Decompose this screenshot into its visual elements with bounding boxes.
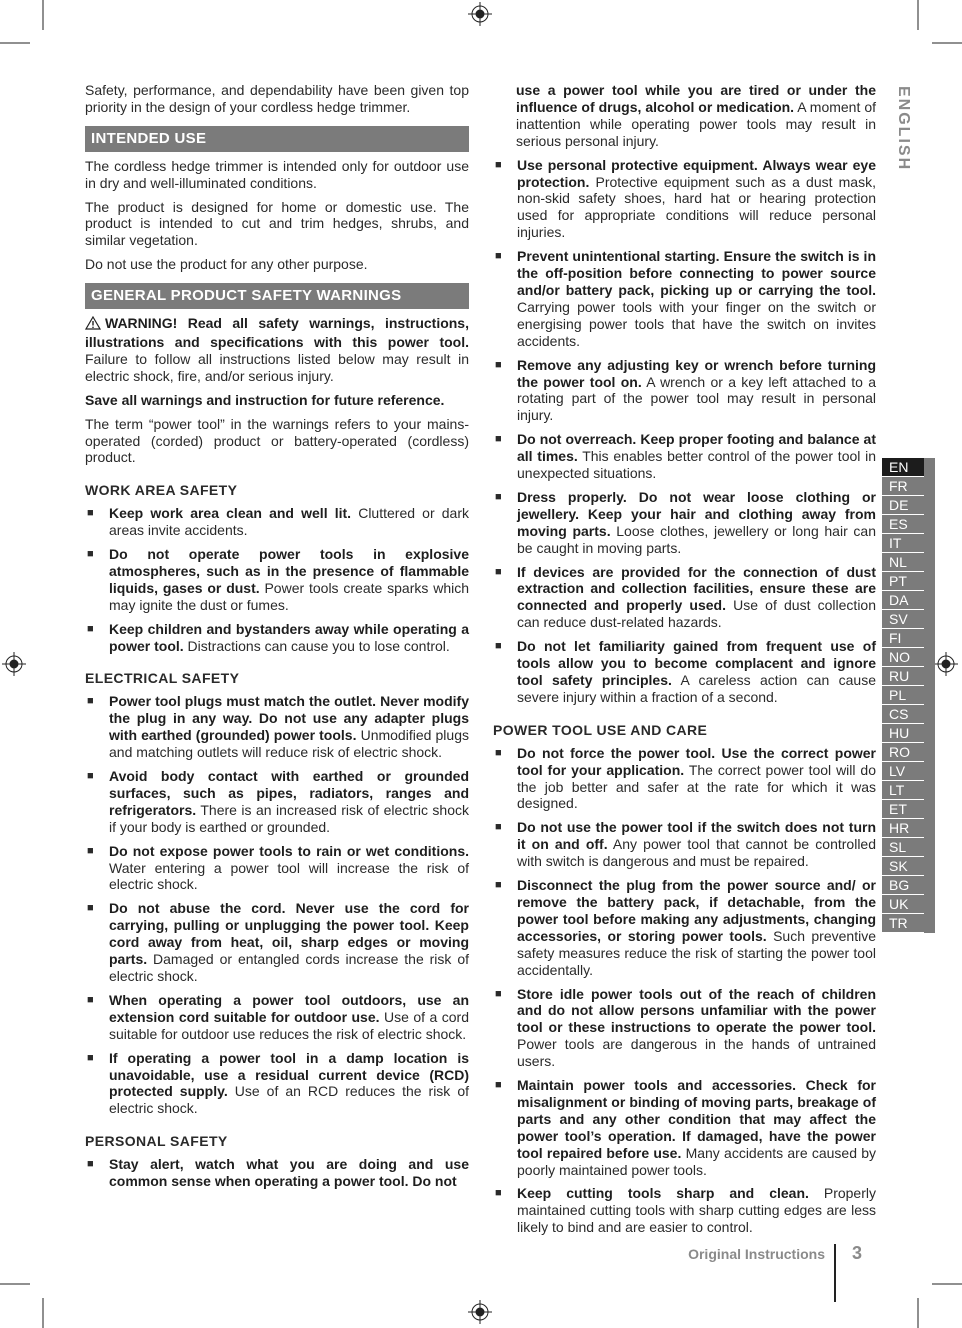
bold-lead: Power tool plugs must match the outlet. Never modify the plug in any way. Do not use any adapter plugs with earthed (grounded) power tools. [109, 693, 469, 744]
list-item [85, 546, 469, 614]
language-tab-bg[interactable]: BG [882, 876, 924, 895]
page-number: 3 [852, 1243, 863, 1263]
bold-lead: Keep work area clean and well lit. [109, 505, 352, 522]
paragraph [85, 199, 469, 250]
language-tab-ro[interactable]: RO [882, 743, 924, 762]
language-side-label: ENGLISH [895, 86, 912, 172]
section-header: GENERAL PRODUCT SAFETY WARNINGS [85, 283, 469, 309]
subsection-heading: WORK AREA SAFETY [85, 482, 238, 499]
bullet-icon: ■ [495, 158, 502, 171]
language-tab-tr[interactable]: TR [882, 914, 924, 933]
body-text: Protective equipment such as a dust mask, non-skid safety shoes, hard hat or hearing protection used for appropriate conditions will reduce personal injuries. [517, 173, 876, 241]
language-tab-hr[interactable]: HR [882, 819, 924, 838]
bullet-icon: ■ [495, 358, 502, 371]
bullet-icon: ■ [87, 695, 94, 708]
list-item [85, 505, 469, 539]
bullet-icon: ■ [495, 879, 502, 892]
list-item [85, 843, 469, 894]
bullet-icon: ■ [495, 640, 502, 653]
bold-lead: Avoid body contact with earthed or grounded surfaces, such as pipes, radiators, ranges and refrigerators. [109, 768, 469, 818]
bullet-icon: ■ [87, 993, 94, 1006]
language-tab-it[interactable]: IT [882, 534, 924, 553]
paragraph [85, 315, 469, 385]
list-item [493, 1185, 876, 1236]
bold-lead: Keep cutting tools sharp and clean. [517, 1185, 809, 1202]
list-item [85, 1156, 469, 1190]
list-item [85, 992, 469, 1043]
bullet-icon: ■ [495, 433, 502, 446]
bold-lead: Do not abuse the cord. Never use the cord for carrying, pulling or unplugging the power tool. Keep cord away from heat, oil, sharp edges or moving parts. [109, 900, 469, 968]
language-tab-lt[interactable]: LT [882, 781, 924, 800]
bullet-icon: ■ [87, 1051, 94, 1064]
body-text: Use of dust collection can reduce dust-related hazards. [517, 597, 876, 631]
bullet-icon: ■ [87, 902, 94, 915]
body-text: Properly maintained cutting tools with sharp cutting edges are less likely to bind and are easier to control. [517, 1185, 876, 1236]
body-text: Failure to follow all instructions listed below may result in electric shock, fire, and/or serious injury. [85, 350, 469, 384]
paragraph [493, 82, 876, 150]
footer-label: Original Instructions [688, 1246, 825, 1262]
bold-lead: Do not let familiarity gained from frequent use of tools allow you to become complacent and ignore tool safety principles. [517, 638, 876, 688]
paragraph [85, 256, 469, 273]
body-text: A moment of inattention while operating power tools may result in serious personal injury. [516, 98, 876, 149]
bullet-icon: ■ [495, 250, 502, 263]
language-tab-et[interactable]: ET [882, 800, 924, 819]
subsection-heading: POWER TOOL USE AND CARE [493, 721, 708, 738]
language-tab-fi[interactable]: FI [882, 629, 924, 648]
body-text: Distractions can cause you to lose control. [183, 637, 450, 654]
bold-lead: Do not overreach. Keep proper footing and balance at all times. [517, 431, 876, 465]
paragraph [85, 158, 469, 192]
bold-lead: Use personal protective equipment. Always wear eye protection. [517, 156, 876, 190]
bold-lead: Disconnect the plug from the power source and/ or remove the battery pack, if detachable, from the power tool before making any adjustments, changing accessories, or storing power tools. [517, 877, 876, 944]
list-item [85, 621, 469, 655]
list-item [493, 357, 876, 425]
list-item [493, 745, 876, 813]
language-tab-sl[interactable]: SL [882, 838, 924, 857]
body-text: Damaged or entangled cords increase the risk of electric shock. [109, 951, 469, 984]
language-tab-uk[interactable]: UK [882, 895, 924, 914]
body-text: The cordless hedge trimmer is intended only for outdoor use in dry and well-illuminated conditions. [85, 157, 469, 191]
language-tabs [882, 458, 935, 933]
body-text: There is an increased risk of electric shock if your body is earthed or grounded. [109, 801, 469, 835]
language-tab-pt[interactable]: PT [882, 572, 924, 591]
body-text: Unmodified plugs and matching outlets will reduce risk of electric shock. [109, 727, 469, 761]
list-item [493, 564, 876, 632]
bold-lead: If operating a power tool in a damp location is unavoidable, use a residual current device (RCD) protected supply. [109, 1049, 469, 1100]
bold-lead: Do not operate power tools in explosive atmospheres, such as in the presence of flammable liquids, gases or dust. [109, 546, 469, 596]
bullet-icon: ■ [495, 565, 502, 578]
language-tab-hu[interactable]: HU [882, 724, 924, 743]
body-text: Cluttered or dark areas invite accidents. [109, 505, 469, 539]
bold-lead: Do not use the power tool if the switch does not turn it on and off. [517, 819, 876, 853]
body-text: This enables better control of the power tool in unexpected situations. [517, 448, 876, 482]
language-tab-ru[interactable]: RU [882, 667, 924, 686]
body-text: Use of an RCD reduces the risk of electric shock. [109, 1083, 469, 1117]
bold-lead: Keep children and bystanders away while operating a power tool. [109, 620, 469, 654]
body-text: Any power tool that cannot be controlled with switch is dangerous and must be repaired. [517, 836, 876, 870]
bullet-icon: ■ [495, 490, 502, 503]
body-text: Use of a cord suitable for outdoor use reduces the risk of electric shock. [109, 1008, 470, 1042]
list-item [493, 489, 876, 557]
paragraph [85, 392, 469, 409]
language-tab-fr[interactable]: FR [882, 477, 924, 496]
subsection-heading: PERSONAL SAFETY [85, 1133, 228, 1150]
bullet-icon: ■ [495, 1079, 502, 1092]
bold-lead: WARNING! Read all safety warnings, instructions, illustrations and specifications with this power tool. [85, 315, 469, 350]
body-text: A careless action can cause severe injury within a fraction of a second. [517, 672, 876, 705]
body-text: Such preventive safety measures reduce the risk of starting the power tool accidentally. [517, 927, 876, 978]
bullet-icon: ■ [87, 622, 94, 635]
body-text: Power tools create sparks which may ignite the dust or fumes. [109, 579, 469, 613]
language-tab-pl[interactable]: PL [882, 686, 924, 705]
list-item [85, 1050, 469, 1118]
bullet-icon: ■ [87, 844, 94, 857]
body-text: Water entering a power tool will increase the risk of electric shock. [109, 859, 469, 893]
language-tab-de[interactable]: DE [882, 496, 924, 515]
list-item [85, 693, 469, 761]
paragraph [85, 82, 469, 116]
bold-lead: Stay alert, watch what you are doing and use common sense when operating a power tool. Do not [109, 1156, 469, 1190]
bullet-icon: ■ [495, 746, 502, 759]
bold-lead: Dress properly. Do not wear loose clothing or jewellery. Keep your hair and clothing away from moving parts. [517, 488, 876, 539]
list-item [493, 431, 876, 482]
body-text: Many accidents are caused by poorly maintained power tools. [517, 1144, 876, 1178]
list-item [493, 157, 876, 242]
body-text: The product is designed for home or domestic use. The product is intended to cut and trim hedges, shrubs, and similar vegetation. [85, 198, 469, 249]
bold-lead: Do not expose power tools to rain or wet conditions. [109, 842, 469, 859]
bullet-icon: ■ [87, 548, 94, 561]
bullet-icon: ■ [87, 507, 94, 520]
bold-lead: Maintain power tools and accessories. Check for misalignment or binding of moving parts, breakage of parts and any other condition that may affect the power tool’s operation. If damaged, have the power tool repaired before use. [517, 1077, 876, 1161]
bullet-icon: ■ [495, 1187, 502, 1200]
bullet-icon: ■ [87, 770, 94, 782]
paragraph [85, 416, 469, 467]
list-item [493, 248, 876, 349]
body-text: The term “power tool” in the warnings refers to your mains-operated (corded) product or battery-operated (cordless) product. [85, 415, 469, 466]
list-item [493, 877, 876, 978]
bullet-icon: ■ [495, 821, 502, 834]
list-item [85, 768, 469, 836]
body-text: Do not use the product for any other purpose. [85, 256, 368, 273]
bold-lead: Save all warnings and instruction for future reference. [85, 391, 445, 408]
list-item [85, 900, 469, 985]
subsection-heading: ELECTRICAL SAFETY [85, 670, 240, 687]
language-tab-no[interactable]: NO [882, 648, 924, 667]
language-tab-sv[interactable]: SV [882, 610, 924, 629]
bullet-icon: ■ [495, 987, 502, 1000]
bold-lead: Remove any adjusting key or wrench before turning the power tool on. [517, 356, 876, 390]
bold-lead: When operating a power tool outdoors, use an extension cord suitable for outdoor use. [109, 991, 469, 1025]
body-text: Safety, performance, and dependability have been given top priority in the design of your cordless hedge trimmer. [85, 82, 469, 115]
body-text: Power tools are dangerous in the hands of untrained users. [517, 1036, 876, 1070]
language-tab-sk[interactable]: SK [882, 857, 924, 876]
footer-divider [834, 1244, 836, 1302]
body-text: A wrench or a key left attached to a rotating part of the power tool may result in personal injury. [517, 373, 876, 424]
bold-lead: Store idle power tools out of the reach of children and do not allow persons unfamiliar with the power tool or these instructions to operate the power tool. [517, 985, 876, 1036]
bold-lead: Do not force the power tool. Use the correct power tool for your application. [517, 744, 876, 778]
language-tab-lv[interactable]: LV [882, 762, 924, 781]
body-text: Carrying power tools with your finger on the switch or energising power tools that have the switch on invites accidents. [517, 298, 876, 349]
language-tab-nl[interactable]: NL [882, 553, 924, 572]
language-tab-cs[interactable]: CS [882, 705, 924, 724]
body-text: Loose clothes, jewellery or long hair can be caught in moving parts. [517, 522, 876, 556]
bold-lead: use a power tool while you are tired or under the influence of drugs, alcohol or medication. [516, 82, 876, 115]
right-column [493, 82, 876, 1243]
language-tab-es[interactable]: ES [882, 515, 924, 534]
bullet-icon: ■ [87, 1158, 94, 1171]
body-text: The correct power tool will do the job better and safer at the rate for which it was designed. [517, 761, 876, 812]
warning-icon [85, 316, 101, 334]
language-tab-en[interactable]: EN [882, 458, 924, 477]
left-column [85, 82, 469, 1197]
list-item [493, 638, 876, 706]
list-item [493, 1077, 876, 1178]
list-item [493, 819, 876, 870]
language-tab-da[interactable]: DA [882, 591, 924, 610]
section-header: INTENDED USE [85, 126, 469, 152]
bold-lead: Prevent unintentional starting. Ensure the switch is in the off-position before connecting to power source and/or battery pack, picking up or carrying the tool. [517, 248, 876, 298]
list-item [493, 986, 876, 1071]
bold-lead: If devices are provided for the connection of dust extraction and collection facilities, ensure these are connected and properly used. [517, 563, 876, 614]
